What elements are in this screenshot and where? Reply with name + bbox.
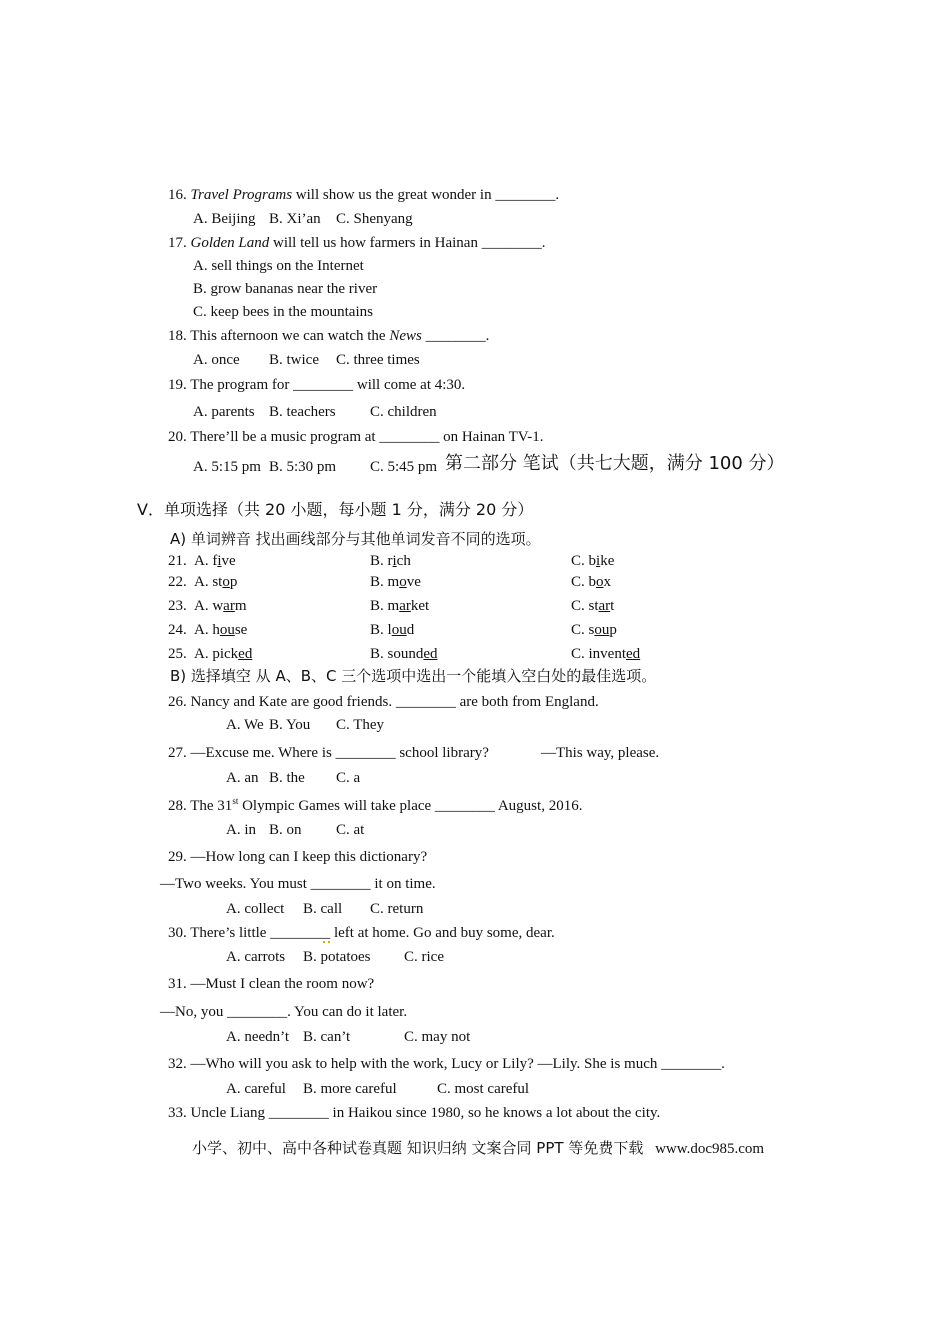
- question-19: [168, 376, 465, 394]
- question-number: 29.: [168, 849, 187, 865]
- option-a: A. picked: [194, 646, 253, 662]
- option-b: B. twice: [269, 352, 319, 368]
- option-b: B. potatoes: [303, 949, 371, 965]
- question-31: [168, 975, 374, 993]
- question-stem: Uncle Liang ________ in Haikou since 1980, so he knows a lot about the city.: [190, 1105, 661, 1121]
- footer-link[interactable]: www.doc985.com: [655, 1141, 765, 1157]
- question-stem: Nancy and Kate are good friends. ________ are both from England.: [190, 694, 599, 710]
- question-28: [168, 797, 582, 815]
- question-number: 17.: [168, 235, 187, 251]
- option-b: B. more careful: [303, 1081, 397, 1097]
- option-a: A. collect: [226, 901, 285, 917]
- option-a: A. sell things on the Internet: [193, 258, 364, 274]
- option-c: C. rice: [404, 949, 444, 965]
- section-5-heading: Ⅴ．单项选择（共 20 小题，每小题 1 分，满分 20 分）: [137, 500, 534, 519]
- question-stem: —Must I clean the room now?: [190, 976, 375, 992]
- option-c: C. box: [571, 574, 612, 590]
- option-b: B. Xi’an: [269, 211, 321, 227]
- option-a: A. house: [194, 622, 248, 638]
- option-b: B. sounded: [370, 646, 438, 662]
- option-b: B. teachers: [269, 404, 336, 420]
- option-b: B. market: [370, 598, 430, 614]
- question-number: 32.: [168, 1056, 187, 1072]
- question-33: [168, 1104, 660, 1122]
- option-a: A. parents: [193, 404, 255, 420]
- question-20: [168, 428, 543, 446]
- option-a: A. five: [194, 553, 236, 569]
- question-number: 23.: [168, 598, 187, 614]
- question-number: 20.: [168, 429, 187, 445]
- option-c: C. invented: [571, 646, 641, 662]
- option-a: A. once: [193, 352, 240, 368]
- part2-heading: 第二部分 笔试（共七大题，满分 100 分）: [445, 453, 785, 474]
- question-number: 26.: [168, 694, 187, 710]
- option-a: A. in: [226, 822, 256, 838]
- question-18: [168, 327, 489, 345]
- question-number: 27.: [168, 745, 187, 761]
- question-stem-end: ________.: [421, 328, 490, 344]
- option-a: A. warm: [194, 598, 247, 614]
- ordinal-suffix: st: [232, 796, 239, 806]
- option-c: C. children: [370, 404, 437, 420]
- question-number: 22.: [168, 574, 187, 590]
- question-stem: There’ll be a music program at ________ on Hainan TV-1.: [190, 429, 544, 445]
- question-number: 19.: [168, 377, 187, 393]
- option-c: C. keep bees in the mountains: [193, 304, 373, 320]
- question-number: 18.: [168, 328, 187, 344]
- question-stem: This afternoon we can watch the: [190, 328, 390, 344]
- question-31-reply: —No, you ________. You can do it later.: [160, 1004, 408, 1020]
- question-30: [168, 924, 555, 942]
- question-number: 28.: [168, 798, 187, 814]
- option-c: C. at: [336, 822, 365, 838]
- option-c: C. 5:45 pm: [370, 459, 438, 475]
- option-c: C. bike: [571, 553, 615, 569]
- question-stem: will show us the great wonder in ________.: [292, 187, 560, 203]
- option-c: C. They: [336, 717, 385, 733]
- option-c: C. a: [336, 770, 361, 786]
- option-c: C. three times: [336, 352, 420, 368]
- question-32: [168, 1055, 725, 1073]
- option-b: B. rich: [370, 553, 411, 569]
- question-stem: will tell us how farmers in Hainan ________.: [269, 235, 546, 251]
- option-b: B. can’t: [303, 1029, 351, 1045]
- program-title: Golden Land: [190, 235, 270, 251]
- question-stem-end: left at home. Go and buy some, dear.: [330, 925, 555, 941]
- question-29: [168, 848, 427, 866]
- question-number: 30.: [168, 925, 187, 941]
- option-c: C. return: [370, 901, 424, 917]
- option-a: A. carrots: [226, 949, 286, 965]
- option-b: B. You: [269, 717, 311, 733]
- option-a: A. Beijing: [193, 211, 256, 227]
- question-stem: There’s little _______: [190, 925, 323, 941]
- option-b: B. on: [269, 822, 302, 838]
- footer: [192, 1139, 764, 1158]
- question-stem-end: Olympic Games will take place ________ August, 2016.: [238, 798, 583, 814]
- question-number: 31.: [168, 976, 187, 992]
- question-stem: The program for ________ will come at 4:30.: [190, 377, 466, 393]
- option-c: C. soup: [571, 622, 617, 638]
- question-number: 33.: [168, 1105, 187, 1121]
- blank-marker: _: [322, 925, 331, 941]
- option-b: B. grow bananas near the river: [193, 281, 378, 297]
- option-a: A. needn’t: [226, 1029, 290, 1045]
- option-b: B. 5:30 pm: [269, 459, 337, 475]
- question-27: [168, 744, 489, 762]
- option-b: B. loud: [370, 622, 415, 638]
- question-stem: —Excuse me. Where is ________ school library?: [190, 745, 489, 761]
- subsection-b-heading: B) 选择填空 从 A、B、C 三个选项中选出一个能填入空白处的最佳选项。: [170, 667, 657, 685]
- option-a: A. careful: [226, 1081, 286, 1097]
- option-c: C. start: [571, 598, 615, 614]
- question-29-reply: —Two weeks. You must ________ it on time.: [160, 876, 436, 892]
- question-number: 21.: [168, 553, 187, 569]
- option-b: B. move: [370, 574, 421, 590]
- option-c: C. Shenyang: [336, 211, 413, 227]
- footer-text: 小学、初中、高中各种试卷真题 知识归纳 文案合同 PPT 等免费下载: [192, 1139, 644, 1157]
- question-27-reply: —This way, please.: [541, 745, 660, 761]
- option-a: A. We: [226, 717, 264, 733]
- option-c: C. most careful: [437, 1081, 530, 1097]
- subsection-a-heading: A) 单词辨音 找出画线部分与其他单词发音不同的选项。: [170, 530, 541, 548]
- question-26: [168, 693, 599, 711]
- option-a: A. an: [226, 770, 259, 786]
- question-stem: —How long can I keep this dictionary?: [190, 849, 428, 865]
- option-b: B. call: [303, 901, 343, 917]
- question-number: 25.: [168, 646, 187, 662]
- question-stem: —Who will you ask to help with the work, Lucy or Lily? —Lily. She is much ________.: [190, 1056, 725, 1072]
- option-b: B. the: [269, 770, 305, 786]
- program-title: News: [389, 328, 422, 344]
- program-title: Travel Programs: [190, 187, 293, 203]
- question-16: [168, 186, 559, 204]
- option-c: C. may not: [404, 1029, 471, 1045]
- option-a: A. 5:15 pm: [193, 459, 261, 475]
- question-number: 24.: [168, 622, 187, 638]
- question-stem: The 31: [190, 798, 233, 814]
- option-a: A. stop: [194, 574, 238, 590]
- question-number: 16.: [168, 187, 187, 203]
- question-17: [168, 234, 545, 252]
